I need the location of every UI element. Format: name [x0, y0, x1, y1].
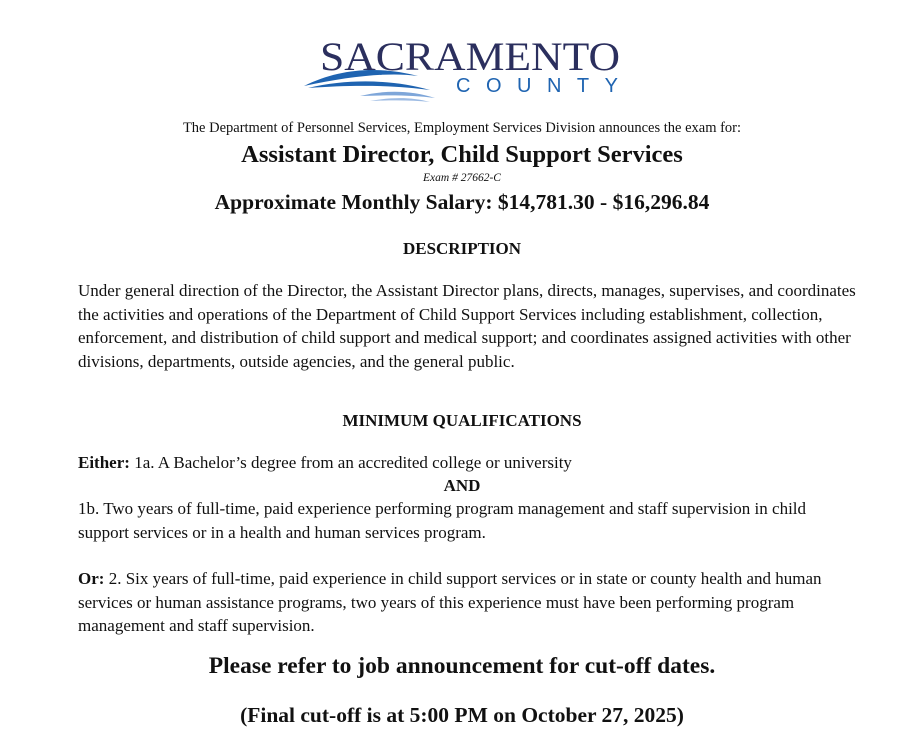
qualifications-heading: MINIMUM QUALIFICATIONS — [342, 411, 582, 430]
qualification-option-1a — [78, 453, 572, 473]
logo-word-sacramento: SACRAMENTO — [320, 34, 620, 79]
final-cutoff: (Final cut-off is at 5:00 PM on October 27, 2025) — [240, 703, 684, 727]
or-label: Or: — [78, 569, 105, 588]
qualification-option-2 — [78, 567, 858, 638]
sacramento-county-logo — [300, 28, 630, 108]
logo-word-county: COUNTY — [456, 75, 618, 97]
intro-text: The Department of Personnel Services, Employment Services Division announces the exam for: — [182, 120, 742, 136]
option-2-text: 2. Six years of full-time, paid experience in child support services or in state or county health and human services or human assistance programs, two years of this experience must have been performing program management and staff supervision. — [78, 569, 822, 635]
description-heading: DESCRIPTION — [402, 239, 522, 258]
and-label: AND — [443, 476, 481, 495]
option-1a-text: 1a. A Bachelor’s degree from an accredited college or university — [134, 453, 572, 472]
option-1b-text: 1b. Two years of full-time, paid experience performing program management and staff supervision in child support services or in a health and human services program. — [78, 499, 807, 542]
job-title: Assistant Director, Child Support Services — [241, 141, 683, 168]
salary-range: Approximate Monthly Salary: $14,781.30 - $16,296.84 — [214, 190, 710, 214]
description-text: Under general direction of the Director, the Assistant Director plans, directs, manages, supervises, and coordinates the activities and operations of the Department of Child Support Services including establishment, collection, enforcement, and distribution of child support and medical support; and coordinates assigned activities with other divisions, departments, outside agencies, and the general public. — [78, 281, 856, 371]
either-label: Either: — [78, 453, 130, 472]
cutoff-notice: Please refer to job announcement for cut-off dates. — [208, 653, 716, 679]
exam-number: Exam # 27662-C — [423, 172, 501, 184]
